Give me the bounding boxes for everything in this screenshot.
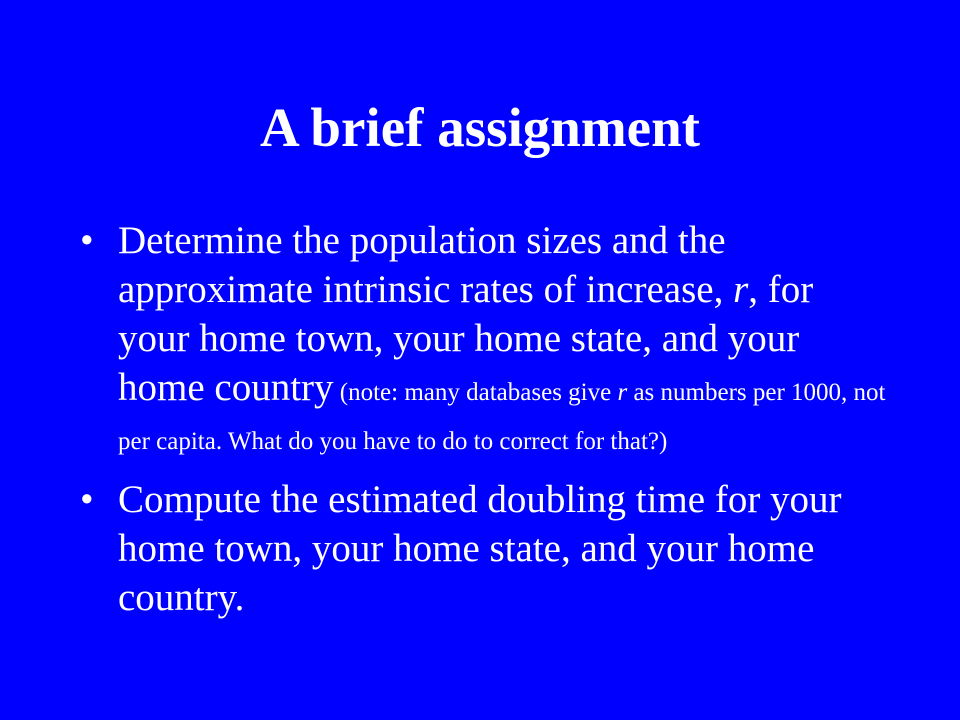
note-variable-r: r (617, 379, 628, 406)
variable-r: r (733, 268, 749, 311)
bullet-item-population (80, 216, 890, 461)
note-text-cont: as numbers per 1000, not per capita. What do you have to do to correct for that?) (118, 379, 886, 455)
bullet-dot: • (80, 478, 94, 521)
bullet-text-cont: , for your home town, your home state, and your home country (118, 268, 814, 409)
note-text: (note: many databases give (333, 379, 618, 406)
bullet-text: Compute the estimated doubling time for your home town, your home state, and your home country. (118, 478, 842, 619)
slide-title: A brief assignment (260, 97, 700, 158)
bullet-dot: • (80, 219, 94, 262)
bullet-item-doubling-time (80, 475, 890, 622)
bullet-text: Determine the population sizes and the approximate intrinsic rates of increase, (118, 219, 734, 311)
bullet-list (80, 216, 890, 636)
